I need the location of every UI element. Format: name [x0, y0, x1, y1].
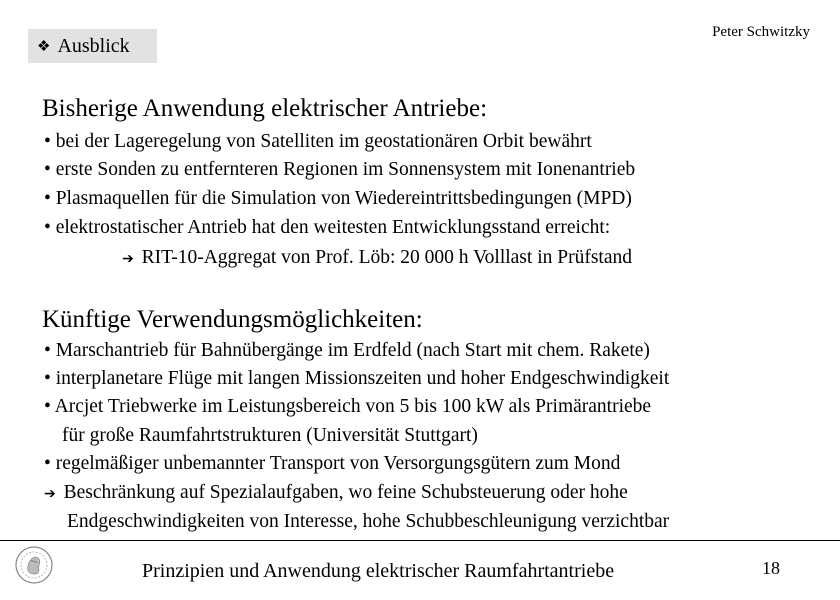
bullet-item: • erste Sonden zu entfernteren Regionen im Sonnensystem mit Ionenantrieb: [44, 159, 636, 180]
right-arrow-icon: ➔: [44, 487, 56, 502]
section-title-future: Künftige Verwendungsmöglichkeiten:: [42, 306, 423, 333]
conclusion-continuation: Endgeschwindigkeiten von Interesse, hohe Schubbeschleunigung verzichtbar: [67, 511, 670, 532]
bullet-continuation: für große Raumfahrtstrukturen (Universität Stuttgart): [62, 425, 478, 446]
result-text: RIT-10-Aggregat von Prof. Löb: 20 000 h Volllast in Prüfstand: [141, 247, 632, 268]
bullet-item: • bei der Lageregelung von Satelliten im geostationären Orbit bewährt: [44, 131, 592, 152]
conclusion-line: [44, 482, 628, 506]
bullet-item: • Arcjet Triebwerke im Leistungsbereich von 5 bis 100 kW als Primärantriebe: [44, 396, 652, 417]
right-arrow-icon: ➔: [122, 252, 134, 267]
conclusion-text: Beschränkung auf Spezialaufgaben, wo feine Schubsteuerung oder hohe: [63, 482, 628, 503]
diamond-bullet-icon: ❖: [37, 38, 51, 55]
section-tag: [28, 29, 157, 63]
author-name: Peter Schwitzky: [712, 24, 810, 40]
university-seal-icon: [14, 545, 54, 585]
page-number: 18: [762, 558, 780, 578]
bullet-item: • interplanetare Flüge mit langen Missionszeiten und hoher Endgeschwindigkeit: [44, 368, 670, 389]
section-title-current: Bisherige Anwendung elektrischer Antriebe:: [42, 95, 488, 122]
bullet-item: • regelmäßiger unbemannter Transport von Versorgungsgütern zum Mond: [44, 453, 621, 474]
result-line: [122, 247, 632, 271]
section-tag-label: Ausblick: [57, 34, 130, 57]
footer-divider: [0, 540, 840, 541]
bullet-item: • elektrostatischer Antrieb hat den weitesten Entwicklungsstand erreicht:: [44, 217, 611, 238]
bullet-item: • Marschantrieb für Bahnübergänge im Erdfeld (nach Start mit chem. Rakete): [44, 340, 650, 361]
bullet-item: • Plasmaquellen für die Simulation von Wiedereintrittsbedingungen (MPD): [44, 188, 632, 209]
footer-title: Prinzipien und Anwendung elektrischer Raumfahrtantriebe: [142, 560, 615, 582]
